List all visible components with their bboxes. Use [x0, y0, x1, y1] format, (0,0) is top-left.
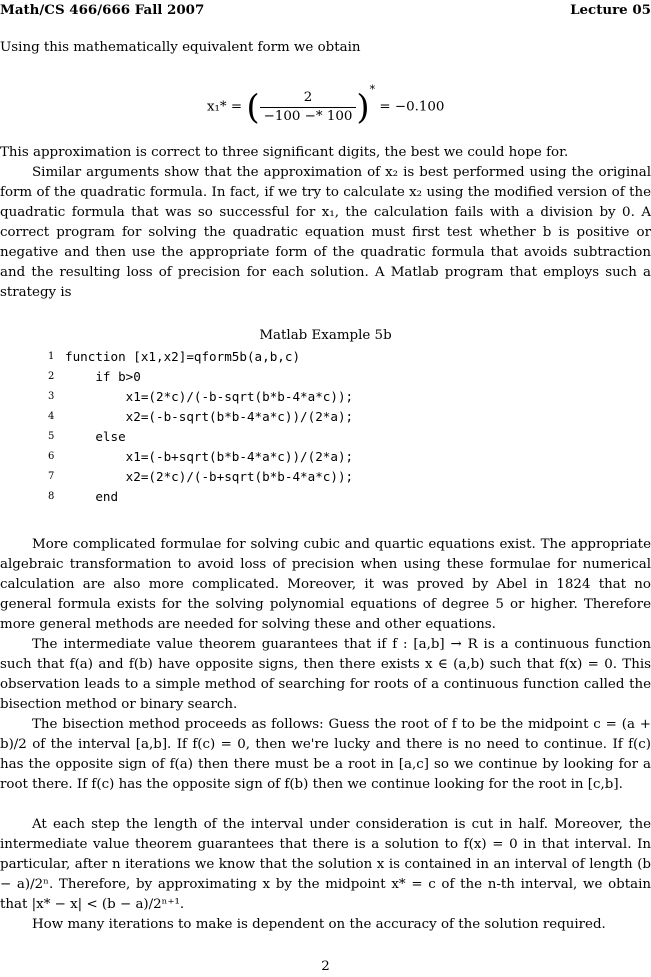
fraction-numerator: 2 — [260, 89, 357, 108]
line-number: 3 — [48, 391, 55, 402]
paragraph-4: The intermediate value theorem guarantees that if f : [a,b] → R is a continuous function such that f(a) and f(b) have opposite signs, then there exists x ∈ (a,b) such that f(x) = 0. This observation leads to a simple method of searching for roots of a continuous function called the bisection method or binary search. — [0, 637, 651, 712]
code-text: x2=(-b-sqrt(b*b-4*a*c))/(2*a); — [65, 409, 354, 424]
equation-fraction — [260, 89, 357, 126]
paragraph-7: How many iterations to make is dependent on the accuracy of the solution required. — [32, 917, 606, 932]
line-number: 8 — [48, 491, 55, 502]
fraction-denominator: −100 −* 100 — [263, 109, 353, 124]
code-line — [30, 427, 630, 447]
line-number: 2 — [48, 371, 55, 382]
paragraph-6: At each step the length of the interval under consideration is cut in half. Moreover, the intermediate value theorem guarantees that there is a solution to f(x) = 0 in that interval. In particular, after n iterations we know that the solution x is contained in an interval of length (b − a)/2ⁿ. Therefore, by approximating x by the midpoint x* = c of the n-th interval, we obtain that |x* − x| < (b − a)/2ⁿ⁺¹. — [0, 817, 651, 912]
code-line — [30, 447, 630, 467]
code-text: x1=(2*c)/(-b-sqrt(b*b-4*a*c)); — [65, 389, 354, 404]
intro-text: Using this mathematically equivalent form we obtain — [0, 40, 361, 55]
paragraph-1: This approximation is correct to three significant digits, the best we could hope for. — [0, 145, 569, 160]
right-paren: ) — [356, 87, 370, 128]
code-text: else — [65, 429, 126, 444]
code-line — [30, 467, 630, 487]
code-listing — [30, 347, 630, 507]
code-line — [30, 367, 630, 387]
lecture-label: Lecture 05 — [570, 2, 651, 18]
code-line — [30, 347, 630, 367]
code-text: x2=(2*c)/(-b+sqrt(b*b-4*a*c)); — [65, 469, 354, 484]
code-text: function [x1,x2]=qform5b(a,b,c) — [65, 349, 301, 364]
code-line — [30, 487, 630, 507]
code-line — [30, 387, 630, 407]
line-number: 7 — [48, 471, 55, 482]
paragraph-2: Similar arguments show that the approximation of x₂ is best performed using the original form of the quadratic formula. In fact, if we try to calculate x₂ using the modified version of the quadratic formula that was so successful for x₁, the calculation fails with a division by 0. A correct program for solving the quadratic equation must first test whether b is positive or negative and then use the appropriate form of the quadratic formula that avoids subtraction and the resulting loss of precision for each solution. A Matlab program that employs such a strategy is — [0, 165, 651, 300]
line-number: 5 — [48, 431, 55, 442]
course-title: Math/CS 466/666 Fall 2007 — [0, 2, 205, 18]
paragraph-3: More complicated formulae for solving cubic and quartic equations exist. The appropriate algebraic transformation to avoid loss of precision when using these formulae for numerical calculation are also more complicated. Moreover, it was proved by Abel in 1824 that no general formula exists for the solving polynomial equations of degree 5 or higher. Therefore more general methods are needed for solving these and other equations. — [0, 537, 651, 632]
equation-block — [0, 80, 651, 130]
code-line — [30, 407, 630, 427]
equation-rhs: = −0.100 — [379, 99, 445, 115]
code-text: end — [65, 489, 119, 504]
left-paren: ( — [246, 87, 260, 128]
equation-star: * — [369, 83, 376, 96]
equation-lhs: x₁* = — [207, 99, 243, 115]
paragraph-5: The bisection method proceeds as follows: Guess the root of f to be the midpoint c = (a + b)/2 of the interval [a,b]. If f(c) = 0, then we're lucky and there is no need to continue. If f(c) has the opposite sign of f(a) then there must be a root in [a,c] so we continue by looking for a root there. If f(c) has the opposite sign of f(b) then we continue looking for the root in [c,b]. — [0, 717, 651, 792]
code-text: x1=(-b+sqrt(b*b-4*a*c))/(2*a); — [65, 449, 354, 464]
line-number: 6 — [48, 451, 55, 462]
line-number: 4 — [48, 411, 55, 422]
code-title: Matlab Example 5b — [259, 328, 392, 343]
page-number: 2 — [321, 959, 330, 974]
page-header — [0, 0, 651, 20]
line-number: 1 — [48, 351, 55, 362]
code-text: if b>0 — [65, 369, 141, 384]
